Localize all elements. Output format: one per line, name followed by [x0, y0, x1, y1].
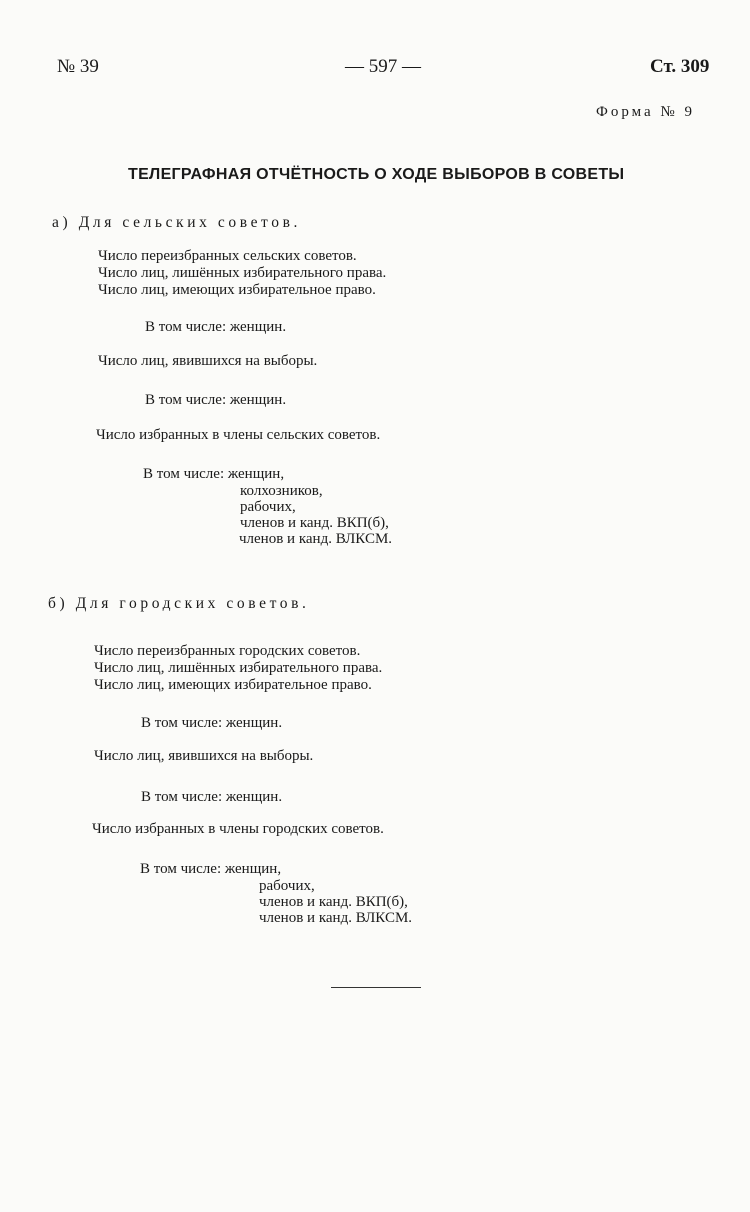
list-item: В том числе: женщин.	[141, 715, 283, 731]
issue-number: № 39	[57, 56, 99, 77]
form-label: Форма № 9	[596, 104, 695, 120]
list-item: Число лиц, имеющих избирательное право.	[94, 677, 372, 693]
list-item: В том числе: женщин.	[141, 789, 283, 805]
list-item: Число лиц, лишённых избирательного права.	[98, 265, 387, 281]
article-number: Ст. 309	[650, 56, 710, 77]
document-title: ТЕЛЕГРАФНАЯ ОТЧЁТНОСТЬ О ХОДЕ ВЫБОРОВ В СОВЕТЫ	[128, 166, 625, 183]
list-item: колхозников,	[240, 483, 323, 499]
list-item: Число лиц, лишённых избирательного права.	[94, 660, 383, 676]
section-heading: а) Для сельских советов.	[52, 214, 301, 231]
closing-rule	[331, 987, 421, 988]
list-item: Число переизбранных городских советов.	[94, 643, 361, 659]
list-item: рабочих,	[240, 499, 296, 515]
list-item: Число переизбранных сельских советов.	[98, 248, 357, 264]
list-item: Число избранных в члены городских советов.	[92, 821, 384, 837]
list-item: Число лиц, явившихся на выборы.	[98, 353, 318, 369]
list-item: рабочих,	[259, 878, 315, 894]
list-item: В том числе: женщин,	[140, 861, 282, 877]
list-item: В том числе: женщин.	[145, 319, 287, 335]
list-item: членов и канд. ВКП(б),	[240, 515, 389, 531]
list-item: членов и канд. ВЛКСМ.	[259, 910, 413, 926]
section-heading: б) Для городских советов.	[48, 595, 310, 612]
list-item: В том числе: женщин.	[145, 392, 287, 408]
list-item: В том числе: женщин,	[143, 466, 285, 482]
list-item: Число избранных в члены сельских советов.	[96, 427, 381, 443]
page-number: — 597 —	[345, 56, 421, 77]
list-item: Число лиц, явившихся на выборы.	[94, 748, 314, 764]
list-item: членов и канд. ВКП(б),	[259, 894, 408, 910]
list-item: Число лиц, имеющих избирательное право.	[98, 282, 376, 298]
list-item: членов и канд. ВЛКСМ.	[239, 531, 393, 547]
